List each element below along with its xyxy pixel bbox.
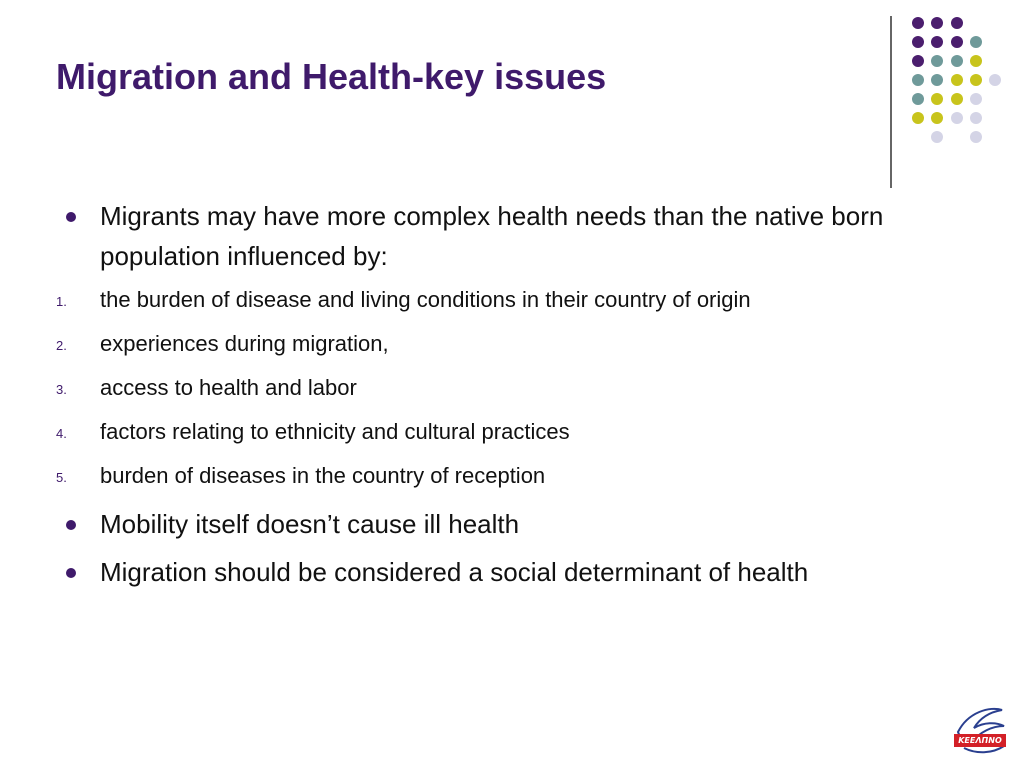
numbered-text: the burden of disease and living conditions in their country of origin [100, 287, 751, 312]
slide-title: Migration and Health-key issues [56, 56, 607, 97]
dot [970, 93, 982, 105]
title-divider [890, 16, 892, 188]
dot [912, 17, 924, 29]
bullet-item [56, 552, 986, 592]
bullet-item [56, 196, 986, 276]
dot [912, 74, 924, 86]
bullet-dot-icon [66, 568, 76, 578]
item-number: 3. [56, 382, 67, 397]
dot [931, 36, 943, 48]
logo-text: ΚΕΕΛΠΝΟ [954, 734, 1006, 747]
item-number: 5. [56, 470, 67, 485]
dot [931, 131, 943, 143]
dot [951, 74, 963, 86]
dot [912, 55, 924, 67]
dot [931, 93, 943, 105]
dot [970, 112, 982, 124]
dot [970, 74, 982, 86]
slide-body [56, 196, 986, 600]
numbered-item [56, 284, 986, 316]
dot [912, 36, 924, 48]
dot [951, 55, 963, 67]
bullet-dot-icon [66, 212, 76, 222]
dot [931, 112, 943, 124]
dot [951, 93, 963, 105]
dot [912, 93, 924, 105]
dot [970, 36, 982, 48]
dot [951, 112, 963, 124]
item-number: 4. [56, 426, 67, 441]
numbered-item [56, 416, 986, 448]
decorative-dot-grid [905, 8, 1005, 168]
dot [931, 17, 943, 29]
dot [951, 36, 963, 48]
bullet-text: Migrants may have more complex health needs than the native born population influenced by: [100, 201, 884, 271]
numbered-text: experiences during migration, [100, 331, 389, 356]
numbered-item [56, 328, 986, 360]
bird-logo-icon [950, 702, 1010, 760]
dot [970, 131, 982, 143]
dot [951, 17, 963, 29]
numbered-text: burden of diseases in the country of reception [100, 463, 546, 488]
numbered-text: access to health and labor [100, 375, 357, 400]
dot [970, 55, 982, 67]
keelpno-logo [950, 702, 1010, 760]
dot [931, 74, 943, 86]
bullet-dot-icon [66, 520, 76, 530]
numbered-item [56, 372, 986, 404]
item-number: 2. [56, 338, 67, 353]
dot [912, 112, 924, 124]
bullet-text: Migration should be considered a social determinant of health [100, 557, 809, 587]
bullet-item [56, 504, 986, 544]
dot [931, 55, 943, 67]
numbered-text: factors relating to ethnicity and cultural practices [100, 419, 570, 444]
dot [989, 74, 1001, 86]
item-number: 1. [56, 294, 67, 309]
bullet-text: Mobility itself doesn’t cause ill health [100, 509, 520, 539]
numbered-item [56, 460, 986, 492]
